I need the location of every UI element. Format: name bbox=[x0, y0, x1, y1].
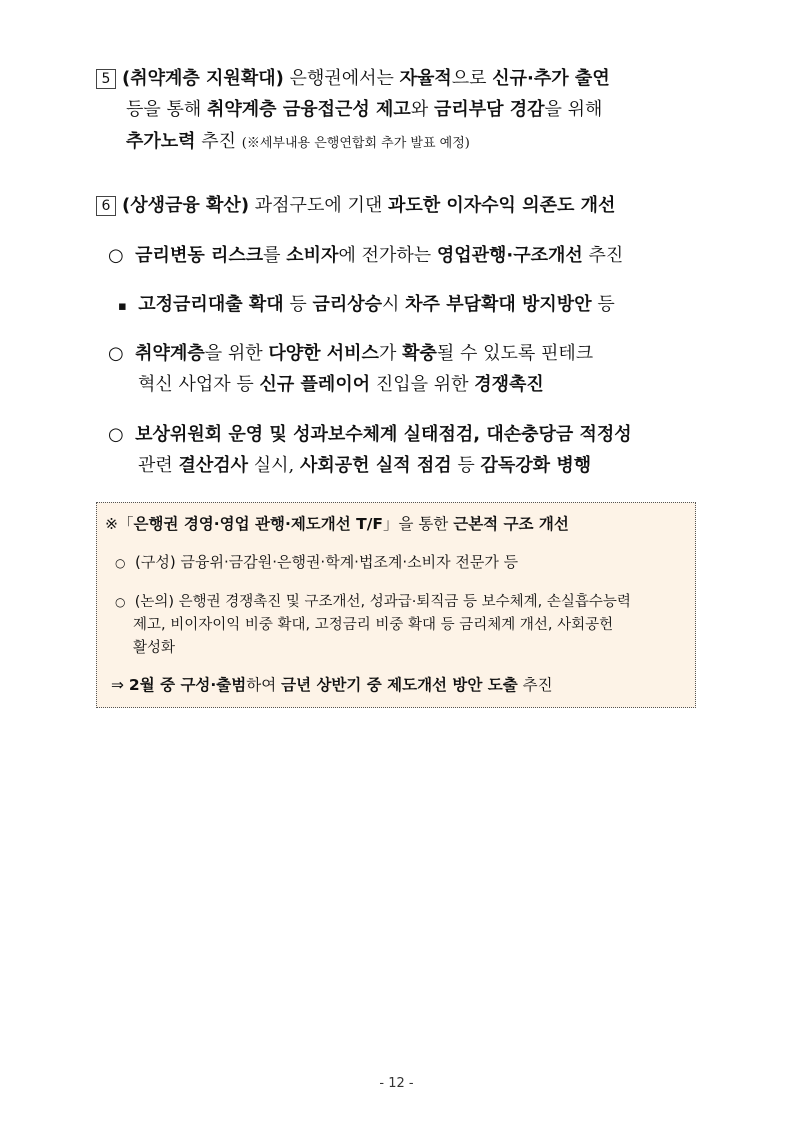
s6-bullet-3: ○ 보상위원회 운영 및 성과보수체계 실태점검, 대손충당금 적정성 bbox=[108, 424, 632, 445]
page-number: - 12 - bbox=[379, 1076, 414, 1091]
tf-info-box bbox=[96, 502, 696, 708]
box-item-discussion: ○ (논의) 은행권 경쟁촉진 및 구조개선, 성과급·퇴직금 등 보수체계, 손실흡수능력 bbox=[115, 594, 631, 610]
s5-line-3: 추가노력 추진 (※세부내용 은행연합회 추가 발표 예정) bbox=[126, 131, 470, 152]
square-bullet-icon: ▪ bbox=[118, 299, 127, 314]
s6-bullet-2: ○ 취약계층을 위한 다양한 서비스가 확충될 수 있도록 핀테크 bbox=[108, 343, 594, 364]
box-conclusion: ⇒ 2월 중 구성·출범하여 금년 상반기 중 제도개선 방안 도출 추진 bbox=[111, 676, 553, 694]
arrow-icon: ⇒ bbox=[111, 676, 129, 694]
circle-bullet-icon: ○ bbox=[115, 556, 126, 570]
s6-bullet-3-cont: 관련 결산검사 실시, 사회공헌 실적 점검 등 감독강화 병행 bbox=[138, 455, 592, 476]
circle-bullet-icon: ○ bbox=[108, 245, 124, 266]
box-item-discussion-cont-1: 제고, 비이자이익 비중 확대, 고정금리 비중 확대 등 금리체계 개선, 사회공헌 bbox=[133, 617, 614, 633]
section-number-6: 6 bbox=[96, 196, 116, 216]
s5-line-1: 5 (취약계층 지원확대) 은행권에서는 자율적으로 신규·추가 출연 bbox=[96, 66, 610, 92]
s6-sub-bullet-1: ▪ 고정금리대출 확대 등 금리상승시 차주 부담확대 방지방안 등 bbox=[118, 294, 615, 315]
s6-line-1: 6 (상생금융 확산) 과점구도에 기댄 과도한 이자수익 의존도 개선 bbox=[96, 193, 615, 219]
s5-line-2: 등을 통해 취약계층 금융접근성 제고와 금리부담 경감을 위해 bbox=[126, 99, 603, 120]
box-item-composition: ○ (구성) 금융위·금감원·은행권·학계·법조계·소비자 전문가 등 bbox=[115, 553, 519, 571]
box-title: ※「은행권 경영·영업 관행·제도개선 T/F」을 통한 근본적 구조 개선 bbox=[105, 515, 569, 533]
circle-bullet-icon: ○ bbox=[115, 595, 126, 609]
s6-bullet-2-cont: 혁신 사업자 등 신규 플레이어 진입을 위한 경쟁촉진 bbox=[138, 374, 544, 395]
box-item-discussion-cont-2: 활성화 bbox=[133, 640, 176, 656]
circle-bullet-icon: ○ bbox=[108, 343, 124, 364]
circle-bullet-icon: ○ bbox=[108, 424, 124, 445]
s6-bullet-1: ○ 금리변동 리스크를 소비자에 전가하는 영업관행·구조개선 추진 bbox=[108, 245, 624, 266]
section-number-5: 5 bbox=[96, 69, 116, 89]
